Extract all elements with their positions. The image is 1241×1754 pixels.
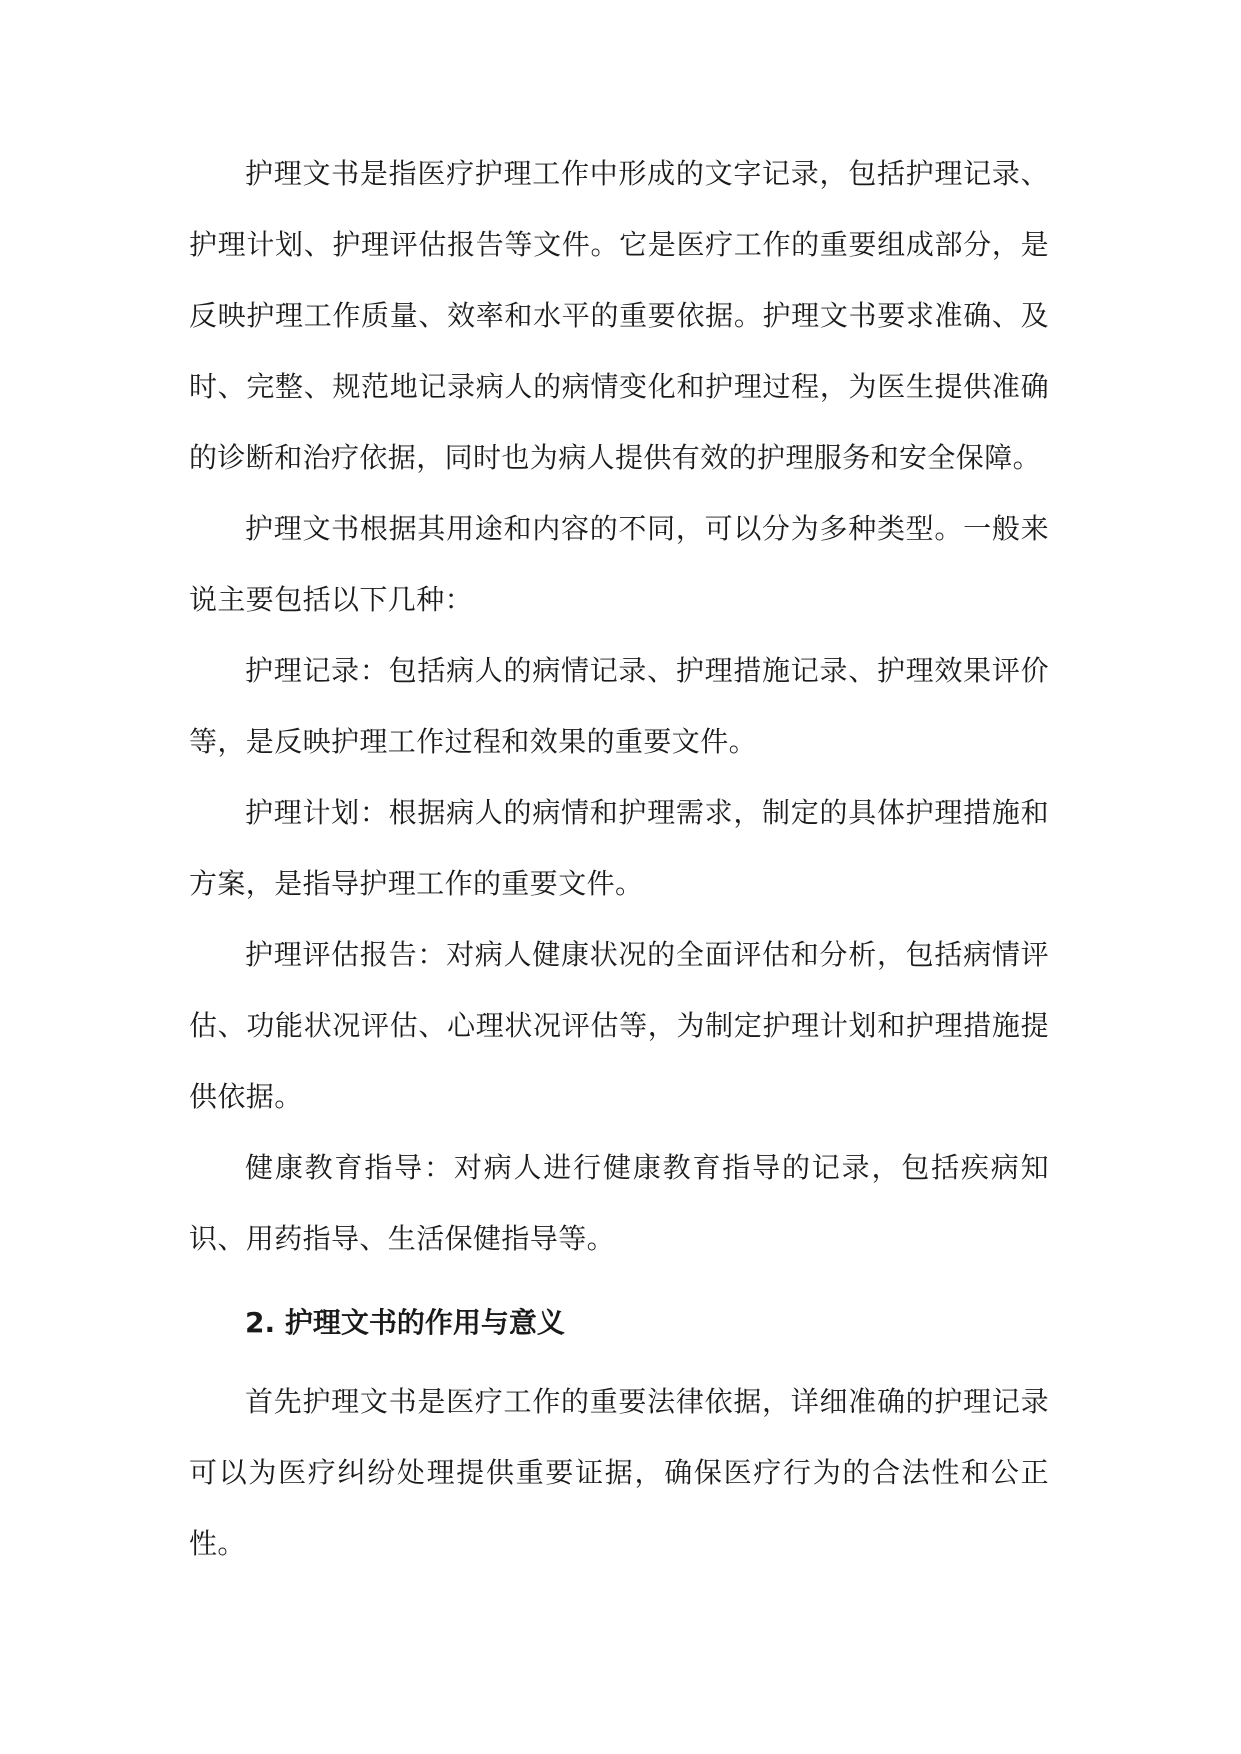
paragraph-definition: 护理文书是指医疗护理工作中形成的文字记录，包括护理记录、护理计划、护理评估报告等文件。它是医疗工作的重要组成部分，是反映护理工作质量、效率和水平的重要依据。护理文书要求准确、及时、完整、规范地记录病人的病情变化和护理过程，为医生提供准确的诊断和治疗依据，同时也为病人提供有效的护理服务和安全保障。	[189, 157, 1049, 474]
paragraph-types-intro: 护理文书根据其用途和内容的不同，可以分为多种类型。一般来说主要包括以下几种：	[189, 512, 1049, 616]
paragraph-assessment-report: 护理评估报告：对病人健康状况的全面评估和分析，包括病情评估、功能状况评估、心理状况评估等，为制定护理计划和护理措施提供依据。	[189, 938, 1049, 1113]
paragraph-health-education: 健康教育指导：对病人进行健康教育指导的记录，包括疾病知识、用药指导、生活保健指导等。	[189, 1151, 1049, 1255]
section-heading: 2. 护理文书的作用与意义	[245, 1306, 565, 1339]
paragraph-legal-basis: 首先护理文书是医疗工作的重要法律依据，详细准确的护理记录可以为医疗纠纷处理提供重要证据，确保医疗行为的合法性和公正性。	[189, 1385, 1049, 1560]
paragraph-nursing-record: 护理记录：包括病人的病情记录、护理措施记录、护理效果评价等，是反映护理工作过程和效果的重要文件。	[189, 654, 1049, 758]
paragraph-nursing-plan: 护理计划：根据病人的病情和护理需求，制定的具体护理措施和方案，是指导护理工作的重要文件。	[189, 796, 1049, 900]
document-page	[189, 138, 1049, 1579]
